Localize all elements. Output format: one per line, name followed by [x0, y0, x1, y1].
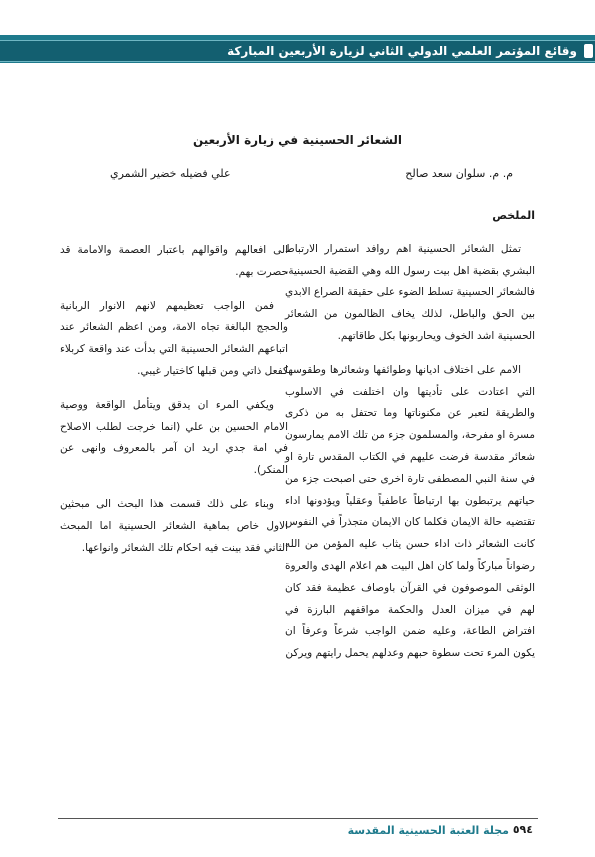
running-header [0, 40, 595, 62]
abstract-heading: الملخص [492, 209, 535, 222]
paper-title: الشعائر الحسينية في زيارة الأربعين [192, 133, 403, 147]
abstract-paragraph: وبناء على ذلك قسمت هذا البحث الى مبحثين الاول خاص بماهية الشعائر الحسينية اما المبحث الثاني فقد بينت فيه احكام تلك الشعائر وانواعها. [60, 497, 288, 554]
journal-logo: مجلة العتبة الحسينية المقدسة [347, 824, 509, 837]
abstract-column-right [285, 205, 535, 677]
abstract-paragraph: فمن الواجب تعظيمهم لانهم الانوار الربانية والحجج البالغة تجاه الامة، ومن اعظم الشعائر عند اتباعهم الشعائر الحسينية التي بدأت عند واقعة كربلاء كفعل ذاتي ومن قبلها كاختيار غيبي. [60, 299, 288, 377]
running-header-title: وقائع المؤتمر العلمي الدولي الثاني لزيارة الأربعين المباركة [227, 44, 577, 58]
page-number: ٥٩٤ [512, 823, 533, 836]
author-name-2: علي فضيله خضير الشمري [110, 167, 231, 180]
header-ornament-icon [584, 44, 593, 58]
abstract-paragraph: الى افعالهم واقوالهم باعتبار العصمة والامامة قد حصرت بهم. [60, 244, 288, 278]
abstract-paragraph: تمثل الشعائر الحسينية اهم روافد استمرار الارتباط البشري بقضية اهل بيت رسول الله وهي القضية الحسينية، فالشعائر الحسينية تسلط الضوء على حقيقة الصراع الابدي بين الحق والباطل، لذلك يخاف الظالمون من الشعائر الحسينية اشد الخوف ويحاربونها بكل طاقاتهم. [284, 242, 535, 342]
footer-divider [58, 818, 538, 819]
abstract-paragraph: الامم على اختلاف اديانها وطوائفها وشعائرها وطقوسها التي اعتادت على تأديتها وان اختلفت في الاسلوب والطريقة لتعبر عن مكنوناتها وما تحتفل به من ذكرى مسرة او مفرحة، والمسلمون جزء من تلك الامم يمارسون شعائر مقدسة فرضت عليهم في الكتاب المقدس تارة او في سنة النبي المصطفى تارة اخرى حتى اصبحت جزء من حياتهم يرتبطون بها ارتباطاً عاطفياً وعقلياً ويؤدونها اداء تقتضيه حالة الايمان فكلما كان الايمان متجذراً في النفوس كانت الشعائر ذات اداء حسن يثاب عليه المؤمن من الله رضواناً مباركاً ولما كان اهل البيت هم اعلام الهدى والعروة الوثقى الموصوفون في القرآن باوصاف عظيمة فقد كان لهم في ميزان العدل والحكمة مواقفهم البارزة في افتراض الطاعة، وعليه ضمن الواجب شرعاً وعرفاً ان يكون المرء تحت سطوة حبهم وعدلهم يحمل رايتهم ويركن [285, 363, 535, 660]
abstract-paragraph: ويكفي المرء ان يدقق ويتأمل الواقعة ووصية الامام الحسين بن علي (انما خرجت لطلب الاصلاح في امة جدي اريد ان آمر بالمعروف وانهى عن المنكر). [60, 398, 288, 477]
abstract-column-left [60, 240, 288, 571]
author-name-1: م. م. سلوان سعد صالح [405, 167, 513, 180]
